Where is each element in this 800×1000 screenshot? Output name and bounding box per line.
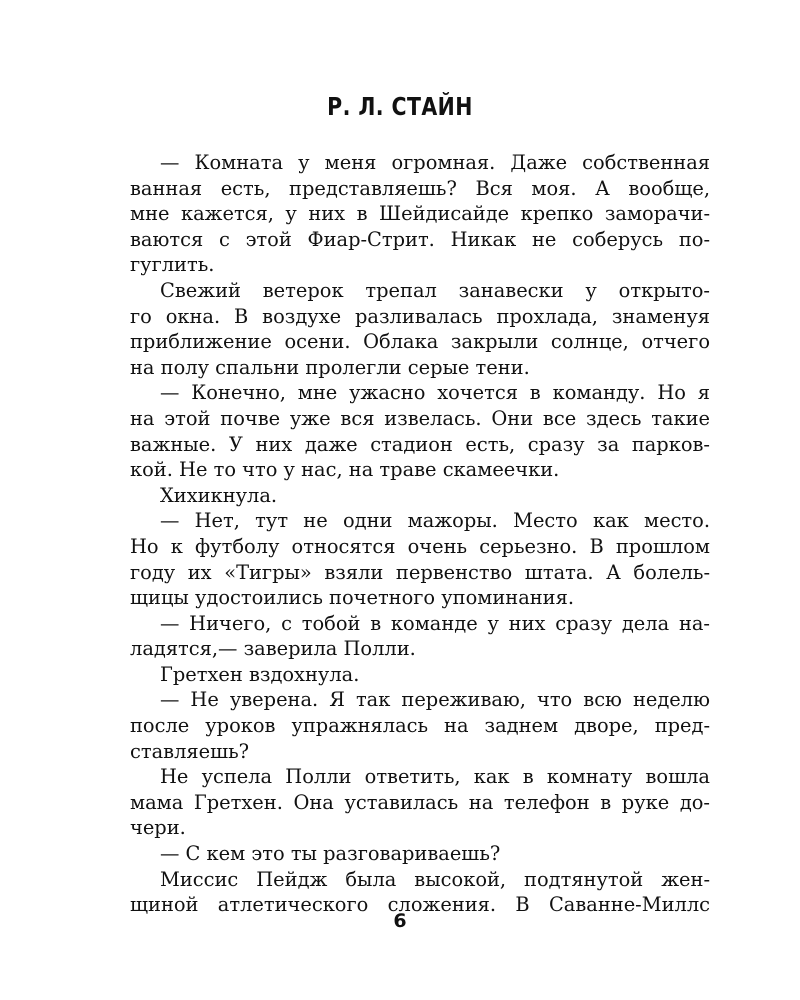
text-line: — С кем это ты разговариваешь?: [160, 842, 501, 866]
text-line: на этой почве уже вся извелась. Они все здесь такие: [130, 406, 710, 430]
text-line: — Конечно, мне ужасно хочется в команду. Но я: [160, 381, 710, 405]
text-line: кой. Не то что у нас, на траве скамеечки.: [130, 458, 560, 482]
text-line: — Ничего, с тобой в команде у них сразу дела на-: [160, 611, 710, 635]
text-line: году их «Тигры» взяли первенство штата. А болель-: [130, 560, 710, 584]
text-line: Свежий ветерок трепал занавески у открыто-: [160, 278, 710, 302]
text-line: го окна. В воздухе разливалась прохлада, знаменуя: [130, 304, 710, 328]
text-line: приближение осени. Облака закрыли солнце, отчего: [130, 330, 710, 354]
text-line: мне кажется, у них в Шейдисайде крепко заморачи-: [130, 202, 710, 226]
text-line: — Нет, тут не одни мажоры. Место как место.: [160, 509, 710, 533]
page-number: 6: [393, 910, 407, 932]
text-line: ваются с этой Фиар-Стрит. Никак не соберусь по-: [130, 227, 710, 251]
text-line: ладятся,— заверила Полли.: [130, 637, 416, 661]
text-line: — Комната у меня огромная. Даже собственная: [160, 151, 710, 174]
text-line: после уроков упражнялась на заднем дворе, пред-: [130, 714, 710, 738]
text-line: гуглить.: [130, 253, 215, 277]
text-line: Но к футболу относятся очень серьезно. В прошлом: [130, 534, 710, 558]
text-line: Хихикнула.: [160, 483, 278, 507]
text-line: Миссис Пейдж была высокой, подтянутой жен-: [160, 867, 710, 891]
text-line: на полу спальни пролегли серые тени.: [130, 355, 530, 379]
text-line: Гретхен вздохнула.: [160, 662, 360, 686]
text-line: чери.: [130, 816, 186, 840]
text-line: важные. У них даже стадион есть, сразу за парков-: [130, 432, 710, 456]
text-line: — Не уверена. Я так переживаю, что всю неделю: [160, 688, 710, 712]
text-line: Не успела Полли ответить, как в комнату вошла: [160, 765, 710, 789]
text-line: щицы удостоились почетного упоминания.: [130, 586, 575, 610]
text-line: ванная есть, представляешь? Вся моя. А вообще,: [130, 176, 710, 200]
text-line: щиной атлетического сложения. В Саванне-Миллс: [130, 893, 710, 917]
running-header-author: Р. Л. СТАЙН: [327, 92, 473, 121]
body-text: [130, 150, 710, 918]
text-line: ставляешь?: [130, 739, 250, 763]
text-line: мама Гретхен. Она уставилась на телефон в руке до-: [130, 790, 710, 814]
